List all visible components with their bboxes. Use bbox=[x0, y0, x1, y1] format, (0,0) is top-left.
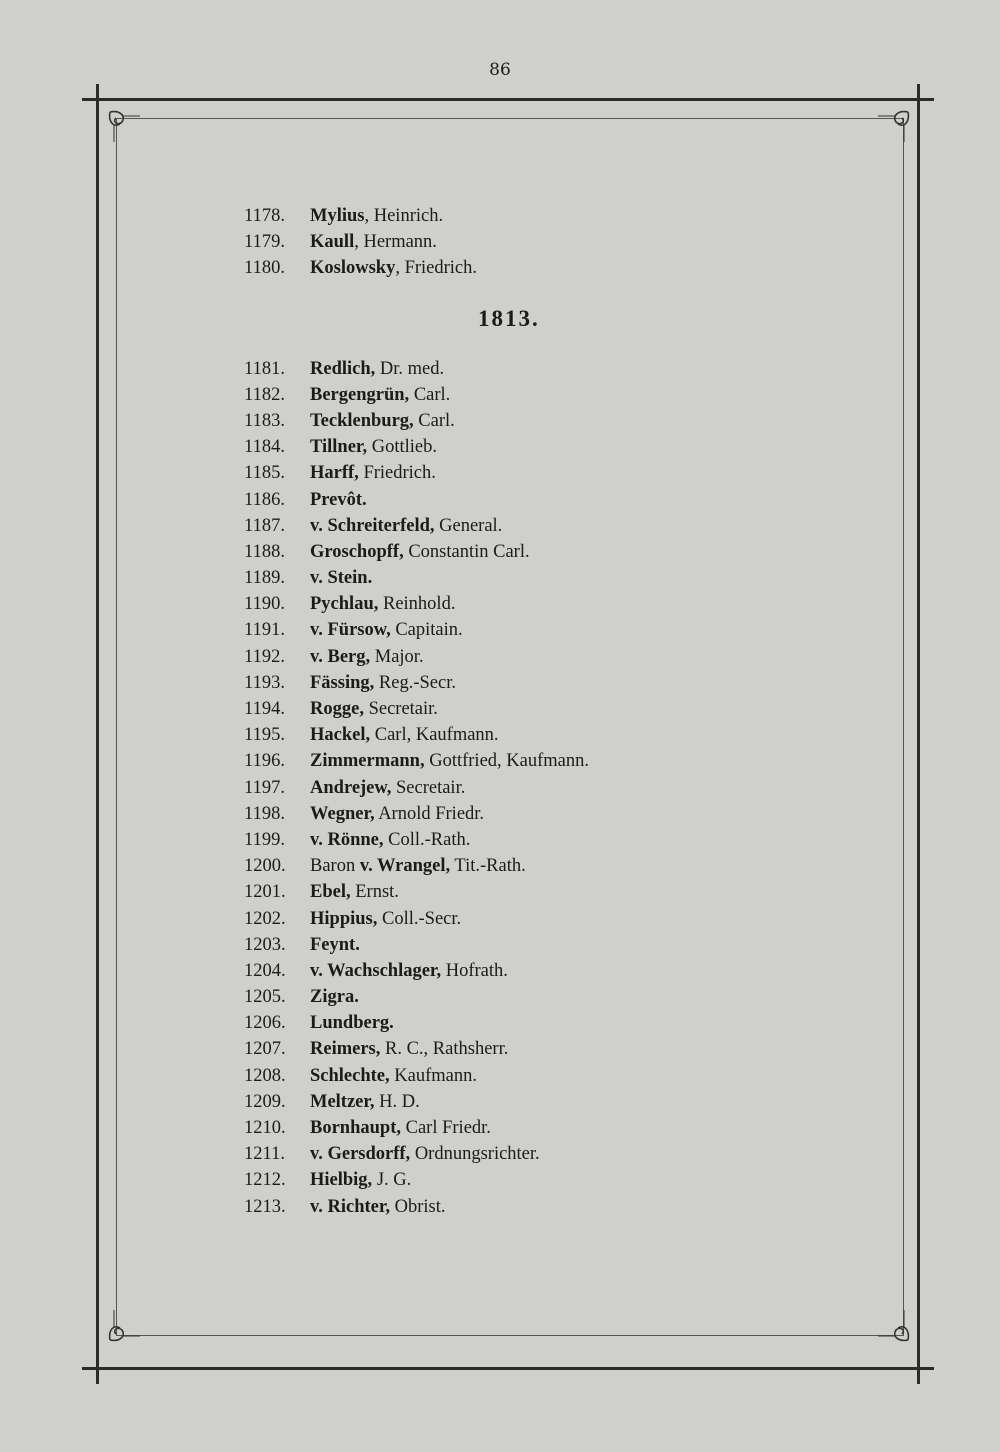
entry-detail: , Hermann. bbox=[354, 232, 437, 253]
ornament-corner-icon bbox=[106, 108, 146, 148]
entry-number: 1196. bbox=[244, 751, 285, 772]
entry-detail: Arnold Friedr. bbox=[374, 803, 485, 824]
entry-detail: Kaufmann. bbox=[389, 1065, 477, 1086]
entry-name: Zimmermann, bbox=[310, 751, 425, 772]
entry-name: Hielbig, bbox=[310, 1170, 373, 1191]
entry-number: 1207. bbox=[244, 1039, 286, 1060]
entry-detail: Friedrich. bbox=[358, 463, 436, 484]
entry-number: 1186. bbox=[244, 489, 285, 510]
entry-detail: , Heinrich. bbox=[364, 206, 444, 226]
entry-detail: Dr. med. bbox=[375, 358, 445, 379]
entry-name: v. Wachschlager, bbox=[310, 960, 442, 981]
list-item bbox=[244, 408, 589, 434]
entry-name: Lundberg. bbox=[310, 1013, 394, 1034]
entry-detail: Coll.-Secr. bbox=[377, 908, 462, 929]
entry-detail: Tit.-Rath. bbox=[450, 856, 526, 877]
entry-name: v. Rönne, bbox=[310, 829, 384, 850]
entry-number: 1180. bbox=[244, 258, 285, 279]
list-item bbox=[244, 513, 589, 539]
entry-number: 1197. bbox=[244, 777, 285, 798]
list-item bbox=[244, 827, 589, 853]
list-item bbox=[244, 801, 589, 827]
list-item bbox=[244, 722, 589, 748]
list-item bbox=[244, 1141, 589, 1167]
entry-name: Wegner, bbox=[310, 803, 375, 824]
entry-detail: Carl. bbox=[413, 410, 455, 431]
entry-name: Bergengrün, bbox=[310, 384, 410, 405]
entry-detail: General. bbox=[434, 515, 503, 536]
entry-number: 1208. bbox=[244, 1065, 286, 1086]
list-item bbox=[244, 906, 589, 932]
entry-name: v. Stein. bbox=[310, 568, 373, 589]
entry-number: 1188. bbox=[244, 541, 285, 562]
entry-name: v. Gersdorff, bbox=[310, 1144, 411, 1165]
entry-number: 1183. bbox=[244, 410, 285, 431]
entry-detail: Gottfried, Kaufmann. bbox=[424, 751, 589, 772]
entry-prefix: Baron bbox=[310, 856, 360, 877]
entry-section bbox=[244, 356, 589, 1220]
entry-number: 1205. bbox=[244, 987, 286, 1008]
entry-detail: R. C., Rathsherr. bbox=[380, 1039, 509, 1060]
entry-number: 1211. bbox=[244, 1144, 285, 1165]
border-tick bbox=[917, 1370, 920, 1384]
border-tick bbox=[917, 84, 920, 98]
list-item bbox=[244, 229, 589, 255]
list-item bbox=[244, 1063, 589, 1089]
entry-name: Pychlau, bbox=[310, 594, 379, 615]
entry-number: 1181. bbox=[244, 358, 285, 379]
list-item bbox=[244, 1194, 589, 1220]
list-item bbox=[244, 984, 589, 1010]
ornament-corner-icon bbox=[872, 108, 912, 148]
entry-name: Reimers, bbox=[310, 1039, 381, 1060]
entry-detail: Constantin Carl. bbox=[403, 541, 530, 562]
entry-list bbox=[244, 203, 589, 1220]
list-item bbox=[244, 670, 589, 696]
year-heading: 1813. bbox=[478, 305, 540, 331]
ornament-corner-icon bbox=[872, 1304, 912, 1344]
entry-detail: Carl, Kaufmann. bbox=[370, 725, 499, 746]
list-item bbox=[244, 487, 589, 513]
entry-number: 1199. bbox=[244, 829, 285, 850]
entry-detail: Reinhold. bbox=[378, 594, 456, 615]
entry-name: Redlich, bbox=[310, 358, 376, 379]
entry-name: Schlechte, bbox=[310, 1065, 390, 1086]
entry-detail: Major. bbox=[370, 646, 424, 667]
entry-detail: Gottlieb. bbox=[367, 437, 437, 458]
entry-number: 1204. bbox=[244, 960, 286, 981]
entry-detail: Secretair. bbox=[391, 777, 466, 798]
entry-number: 1198. bbox=[244, 803, 285, 824]
entry-number: 1206. bbox=[244, 1013, 286, 1034]
entry-name: Tecklenburg, bbox=[310, 410, 414, 431]
entry-number: 1190. bbox=[244, 594, 285, 615]
entry-name: v. Wrangel, bbox=[359, 856, 451, 877]
entry-name: Mylius bbox=[310, 206, 365, 226]
list-item bbox=[244, 879, 589, 905]
entry-name: Groschopff, bbox=[310, 541, 404, 562]
border-tick bbox=[82, 98, 96, 101]
entry-detail: H. D. bbox=[374, 1091, 420, 1112]
entry-number: 1187. bbox=[244, 515, 285, 536]
entry-detail: Ernst. bbox=[350, 882, 399, 903]
entry-number: 1202. bbox=[244, 908, 286, 929]
entry-number: 1212. bbox=[244, 1170, 286, 1191]
entry-detail: Carl Friedr. bbox=[401, 1118, 491, 1138]
list-item bbox=[244, 853, 589, 879]
entry-number: 1192. bbox=[244, 646, 285, 667]
list-item bbox=[244, 1167, 589, 1193]
entry-name: Ebel, bbox=[310, 882, 351, 903]
entry-detail: Carl. bbox=[409, 384, 451, 405]
list-item bbox=[244, 617, 589, 643]
entry-number: 1182. bbox=[244, 384, 285, 405]
list-item bbox=[244, 460, 589, 486]
entry-number: 1210. bbox=[244, 1118, 286, 1138]
entry-number: 1189. bbox=[244, 568, 285, 589]
entry-name: v. Fürsow, bbox=[310, 620, 391, 641]
entry-detail: Coll.-Rath. bbox=[383, 829, 471, 850]
list-item bbox=[244, 434, 589, 460]
border-tick bbox=[82, 1367, 96, 1370]
entry-detail: Capitain. bbox=[390, 620, 463, 641]
entry-number: 1185. bbox=[244, 463, 285, 484]
entry-number: 1195. bbox=[244, 725, 285, 746]
entry-detail: Secretair. bbox=[363, 699, 438, 719]
ornament-corner-icon bbox=[106, 1304, 146, 1344]
entry-name: Prevôt. bbox=[310, 489, 367, 510]
list-item bbox=[244, 203, 589, 229]
list-item bbox=[244, 255, 589, 281]
entry-number: 1193. bbox=[244, 672, 285, 693]
entry-name: Koslowsky bbox=[310, 258, 396, 279]
entry-number: 1201. bbox=[244, 882, 286, 903]
list-item bbox=[244, 356, 589, 382]
border-tick bbox=[96, 1370, 99, 1384]
entry-name: Bornhaupt, bbox=[310, 1118, 401, 1138]
border-tick bbox=[920, 98, 934, 101]
entry-name: Meltzer, bbox=[310, 1091, 375, 1112]
entry-number: 1184. bbox=[244, 437, 285, 458]
entry-name: Hackel, bbox=[310, 725, 371, 746]
entry-detail: J. G. bbox=[372, 1170, 412, 1191]
entry-number: 1178. bbox=[244, 206, 285, 226]
list-item bbox=[244, 775, 589, 801]
entry-number: 1200. bbox=[244, 856, 286, 877]
entry-detail: , Friedrich. bbox=[395, 258, 478, 279]
list-item bbox=[244, 1010, 589, 1036]
entry-number: 1179. bbox=[244, 232, 285, 253]
entry-name: Harff, bbox=[310, 463, 359, 484]
entry-name: Andrejew, bbox=[310, 777, 392, 798]
list-item bbox=[244, 644, 589, 670]
entry-detail: Ordnungsrichter. bbox=[410, 1144, 540, 1165]
list-item bbox=[244, 958, 589, 984]
entry-name: v. Schreiterfeld, bbox=[310, 515, 435, 536]
entry-name: Rogge, bbox=[310, 699, 364, 719]
border-tick bbox=[96, 84, 99, 98]
list-item bbox=[244, 932, 589, 958]
list-item bbox=[244, 1089, 589, 1115]
entry-number: 1191. bbox=[244, 620, 285, 641]
entry-name: Feynt. bbox=[310, 934, 360, 955]
entry-name: Tillner, bbox=[310, 437, 368, 458]
border-tick bbox=[920, 1367, 934, 1370]
entry-detail: Reg.-Secr. bbox=[374, 672, 456, 693]
list-item bbox=[244, 1115, 589, 1141]
entry-detail: Obrist. bbox=[390, 1196, 446, 1217]
list-item bbox=[244, 696, 589, 722]
entry-name: Zigra. bbox=[310, 987, 359, 1008]
list-item bbox=[244, 539, 589, 565]
entry-name: v. Berg, bbox=[310, 646, 371, 667]
page-number: 86 bbox=[489, 60, 511, 80]
list-item bbox=[244, 591, 589, 617]
entry-detail: Hofrath. bbox=[441, 960, 508, 981]
list-item bbox=[244, 748, 589, 774]
entry-name: Fässing, bbox=[310, 672, 375, 693]
entry-section bbox=[244, 203, 589, 282]
entry-number: 1213. bbox=[244, 1196, 286, 1217]
entry-number: 1203. bbox=[244, 934, 286, 955]
entry-name: Hippius, bbox=[310, 908, 378, 929]
list-item bbox=[244, 382, 589, 408]
list-item bbox=[244, 565, 589, 591]
entry-name: Kaull bbox=[310, 232, 355, 253]
entry-name: v. Richter, bbox=[310, 1196, 390, 1217]
entry-number: 1209. bbox=[244, 1091, 286, 1112]
list-item bbox=[244, 1036, 589, 1062]
entry-number: 1194. bbox=[244, 699, 285, 719]
